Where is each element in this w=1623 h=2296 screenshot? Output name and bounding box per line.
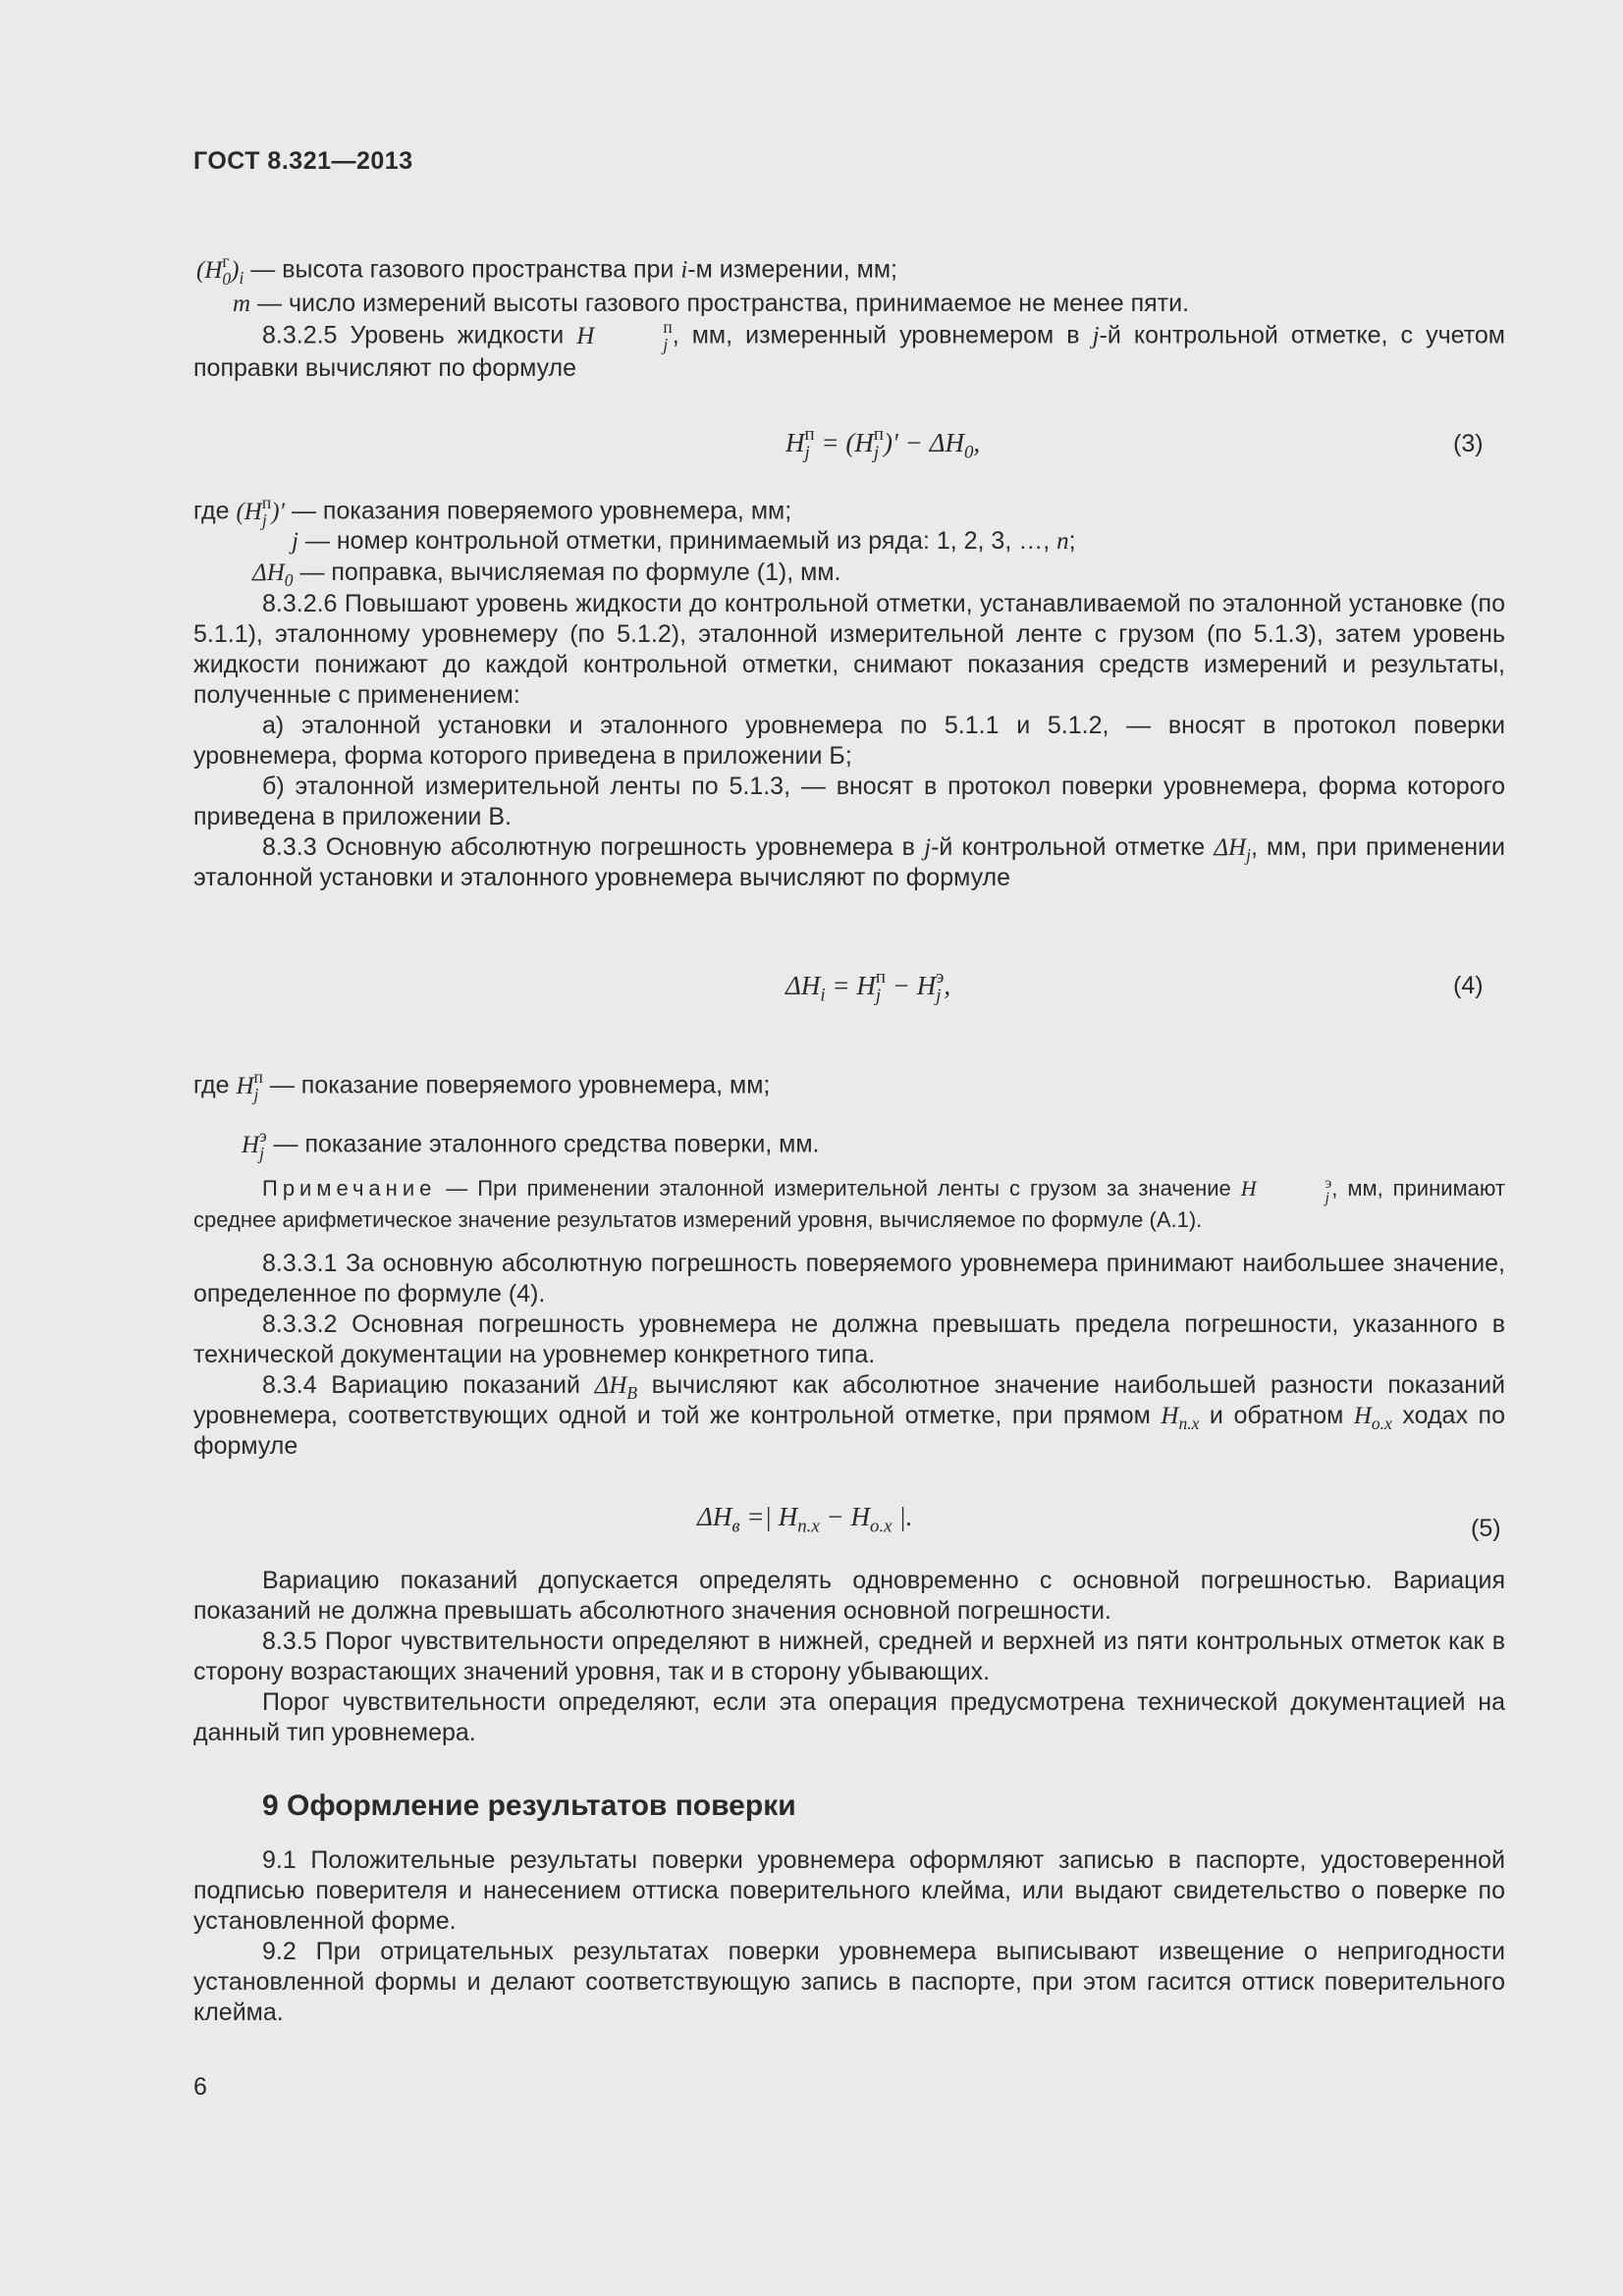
section-9-title: 9 Оформление результатов поверки	[262, 1789, 796, 1822]
symbol-hje: H э j	[242, 1126, 267, 1163]
paragraph-8-3-2-6-b: б) эталонной измерительной ленты по 5.1.3, — вносят в протокол поверки уровнемера, форма которого приведена в приложении В.	[193, 773, 1505, 830]
symbol-hje: H э j	[1240, 1174, 1332, 1206]
where-4-line-2: H э j — показание эталонного средства поверки, мм.	[242, 1126, 820, 1163]
symbol-h0g: (H г 0 )$_i$	[196, 251, 244, 289]
paragraph-8-3-4: 8.3.4 Вариацию показаний $\Delta H_В$ вычисляют как абсолютное значение наибольшей разности показаний уровнемера, соответствующих одной и той же контрольной отметке, при прямом $H_{п.х}$ и обратном $H_{о.х}$ ходах по формуле	[193, 1371, 1505, 1460]
note: Примечание — При применении эталонной измерительной ленты с грузом за значение H э j , мм, принимают среднее арифметическое значение результатов измерений уровня, вычисляемое по формуле (А.1).	[193, 1174, 1505, 1233]
formula-3: H п j = (H п j )′ − $\Delta H_0$,	[785, 424, 981, 463]
symbol-hjp: H п j	[576, 317, 673, 354]
symbol-hjp: H п j	[236, 1067, 263, 1104]
document-header: ГОСТ 8.321—2013	[193, 147, 413, 175]
paragraph-8-3-2-5: 8.3.2.5 Уровень жидкости H п j , мм, измеренный уровнемером в j-й контрольной отметке, с учетом поправки вычисляют по формуле	[193, 317, 1505, 382]
paragraph-8-3-3-1: 8.3.3.1 За основную абсолютную погрешность поверяемого уровнемера принимают наибольшее значение, определенное по формуле (4).	[193, 1250, 1505, 1308]
formula-5: $\Delta H_в$ =| $H_{п.х} - H_{о.х}$ |.	[697, 1502, 913, 1537]
formula-4-number: (4)	[1453, 972, 1484, 999]
paragraph-8-3-5: 8.3.5 Порог чувствительности определяют в нижней, средней и верхней из пяти контрольных отметок как в сторону возрастающих значений уровня, так и в сторону убывающих.	[193, 1628, 1505, 1685]
paragraphs-section-9	[193, 1845, 1505, 2028]
paragraph-9-1: 9.1 Положительные результаты поверки уровнемера оформляют записью в паспорте, удостоверенной подписью поверителя и нанесением оттиска поверительного клейма, или выдают свидетельство о поверке по установленной форме.	[193, 1846, 1505, 1935]
formula-4: $\Delta H_i = H$ п j − H э j ,	[785, 967, 951, 1006]
where-3-line-1: где (H п j )′ — показания поверяемого уровнемера, мм;	[193, 493, 792, 530]
definition-h0g: (H г 0 )$_i$ — высота газового пространства при i-м измерении, мм;	[196, 251, 897, 289]
where-4-line-1: где H п j — показание поверяемого уровнемера, мм;	[193, 1067, 771, 1104]
paragraph-8-3-2-6: 8.3.2.6 Повышают уровень жидкости до контрольной отметки, устанавливаемой по эталонной установке (по 5.1.1), эталонному уровнемеру (по 5.1.2), эталонной измерительной ленте с грузом (по 5.1.3), затем уровень жидкости понижают до каждой контрольной отметки, снимают показания средств измерений и результаты, полученные с применением: а) эталонной установки и эталонного уровнемера по 5.1.1 и 5.1.2, — вносят в протокол поверки уровнемера, форма которого приведена в приложении Б; б) эталонной измерительной ленты по 5.1.3, — вносят в протокол поверки уровнемера, форма которого приведена в приложении В. 8.3.3 Основную абсолютную погрешность уровнемера в j-й контрольной отметке $\Delta H_j$, мм, при применении эталонной установки и эталонного уровнемера вычисляют по формуле	[193, 590, 1505, 891]
where-3-line-2: j — номер контрольной отметки, принимаемый из ряда: 1, 2, 3, …, n;	[292, 527, 1076, 555]
paragraph-threshold: Порог чувствительности определяют, если эта операция предусмотрена технической документацией на данный тип уровнемера.	[193, 1688, 1505, 1746]
symbol-hjp-prime: (H п j )′	[236, 493, 286, 530]
where-3-line-3: $\Delta H_0$ — поправка, вычисляемая по формуле (1), мм.	[252, 559, 841, 590]
page-number: 6	[193, 2073, 207, 2101]
paragraph-variation: Вариацию показаний допускается определять одновременно с основной погрешностью. Вариация показаний не должна превышать абсолютного значения основной погрешности.	[193, 1567, 1505, 1625]
symbol-hpx: $H_{п.х}$	[1161, 1403, 1200, 1433]
paragraph-8-3-2-6-a: а) эталонной установки и эталонного уровнемера по 5.1.1 и 5.1.2, — вносят в протокол поверки уровнемера, форма которого приведена в приложении Б;	[193, 712, 1505, 770]
symbol-delta-h0: $\Delta H_0$	[252, 560, 294, 590]
paragraph-8-3-3-2: 8.3.3.2 Основная погрешность уровнемера не должна превышать предела погрешности, указанного в технической документации на уровнемер конкретного типа.	[193, 1310, 1505, 1368]
formula-5-number: (5)	[1471, 1515, 1501, 1542]
definition-m: m — число измерений высоты газового пространства, принимаемое не менее пяти.	[233, 290, 1190, 317]
formula-3-number: (3)	[1453, 430, 1484, 457]
symbol-hox: $H_{о.х}$	[1353, 1403, 1392, 1433]
symbol-delta-hv: $\Delta H_В$	[594, 1372, 638, 1403]
paragraph-9-2: 9.2 При отрицательных результатах поверки уровнемера выписывают извещение о непригодности установленной формы и делают соответствующую запись в паспорте, при этом гасится оттиск поверительного клейма.	[193, 1938, 1505, 2026]
paragraphs-variation-threshold	[193, 1566, 1505, 1748]
paragraph-8-3-3: 8.3.3 Основную абсолютную погрешность уровнемера в j-й контрольной отметке $\Delta H_j$, мм, при применении эталонной установки и эталонного уровнемера вычисляют по формуле	[193, 833, 1505, 891]
note-label: Примечание	[262, 1176, 437, 1201]
paragraphs-8-3-3-1-to-8-3-4	[193, 1249, 1505, 1462]
